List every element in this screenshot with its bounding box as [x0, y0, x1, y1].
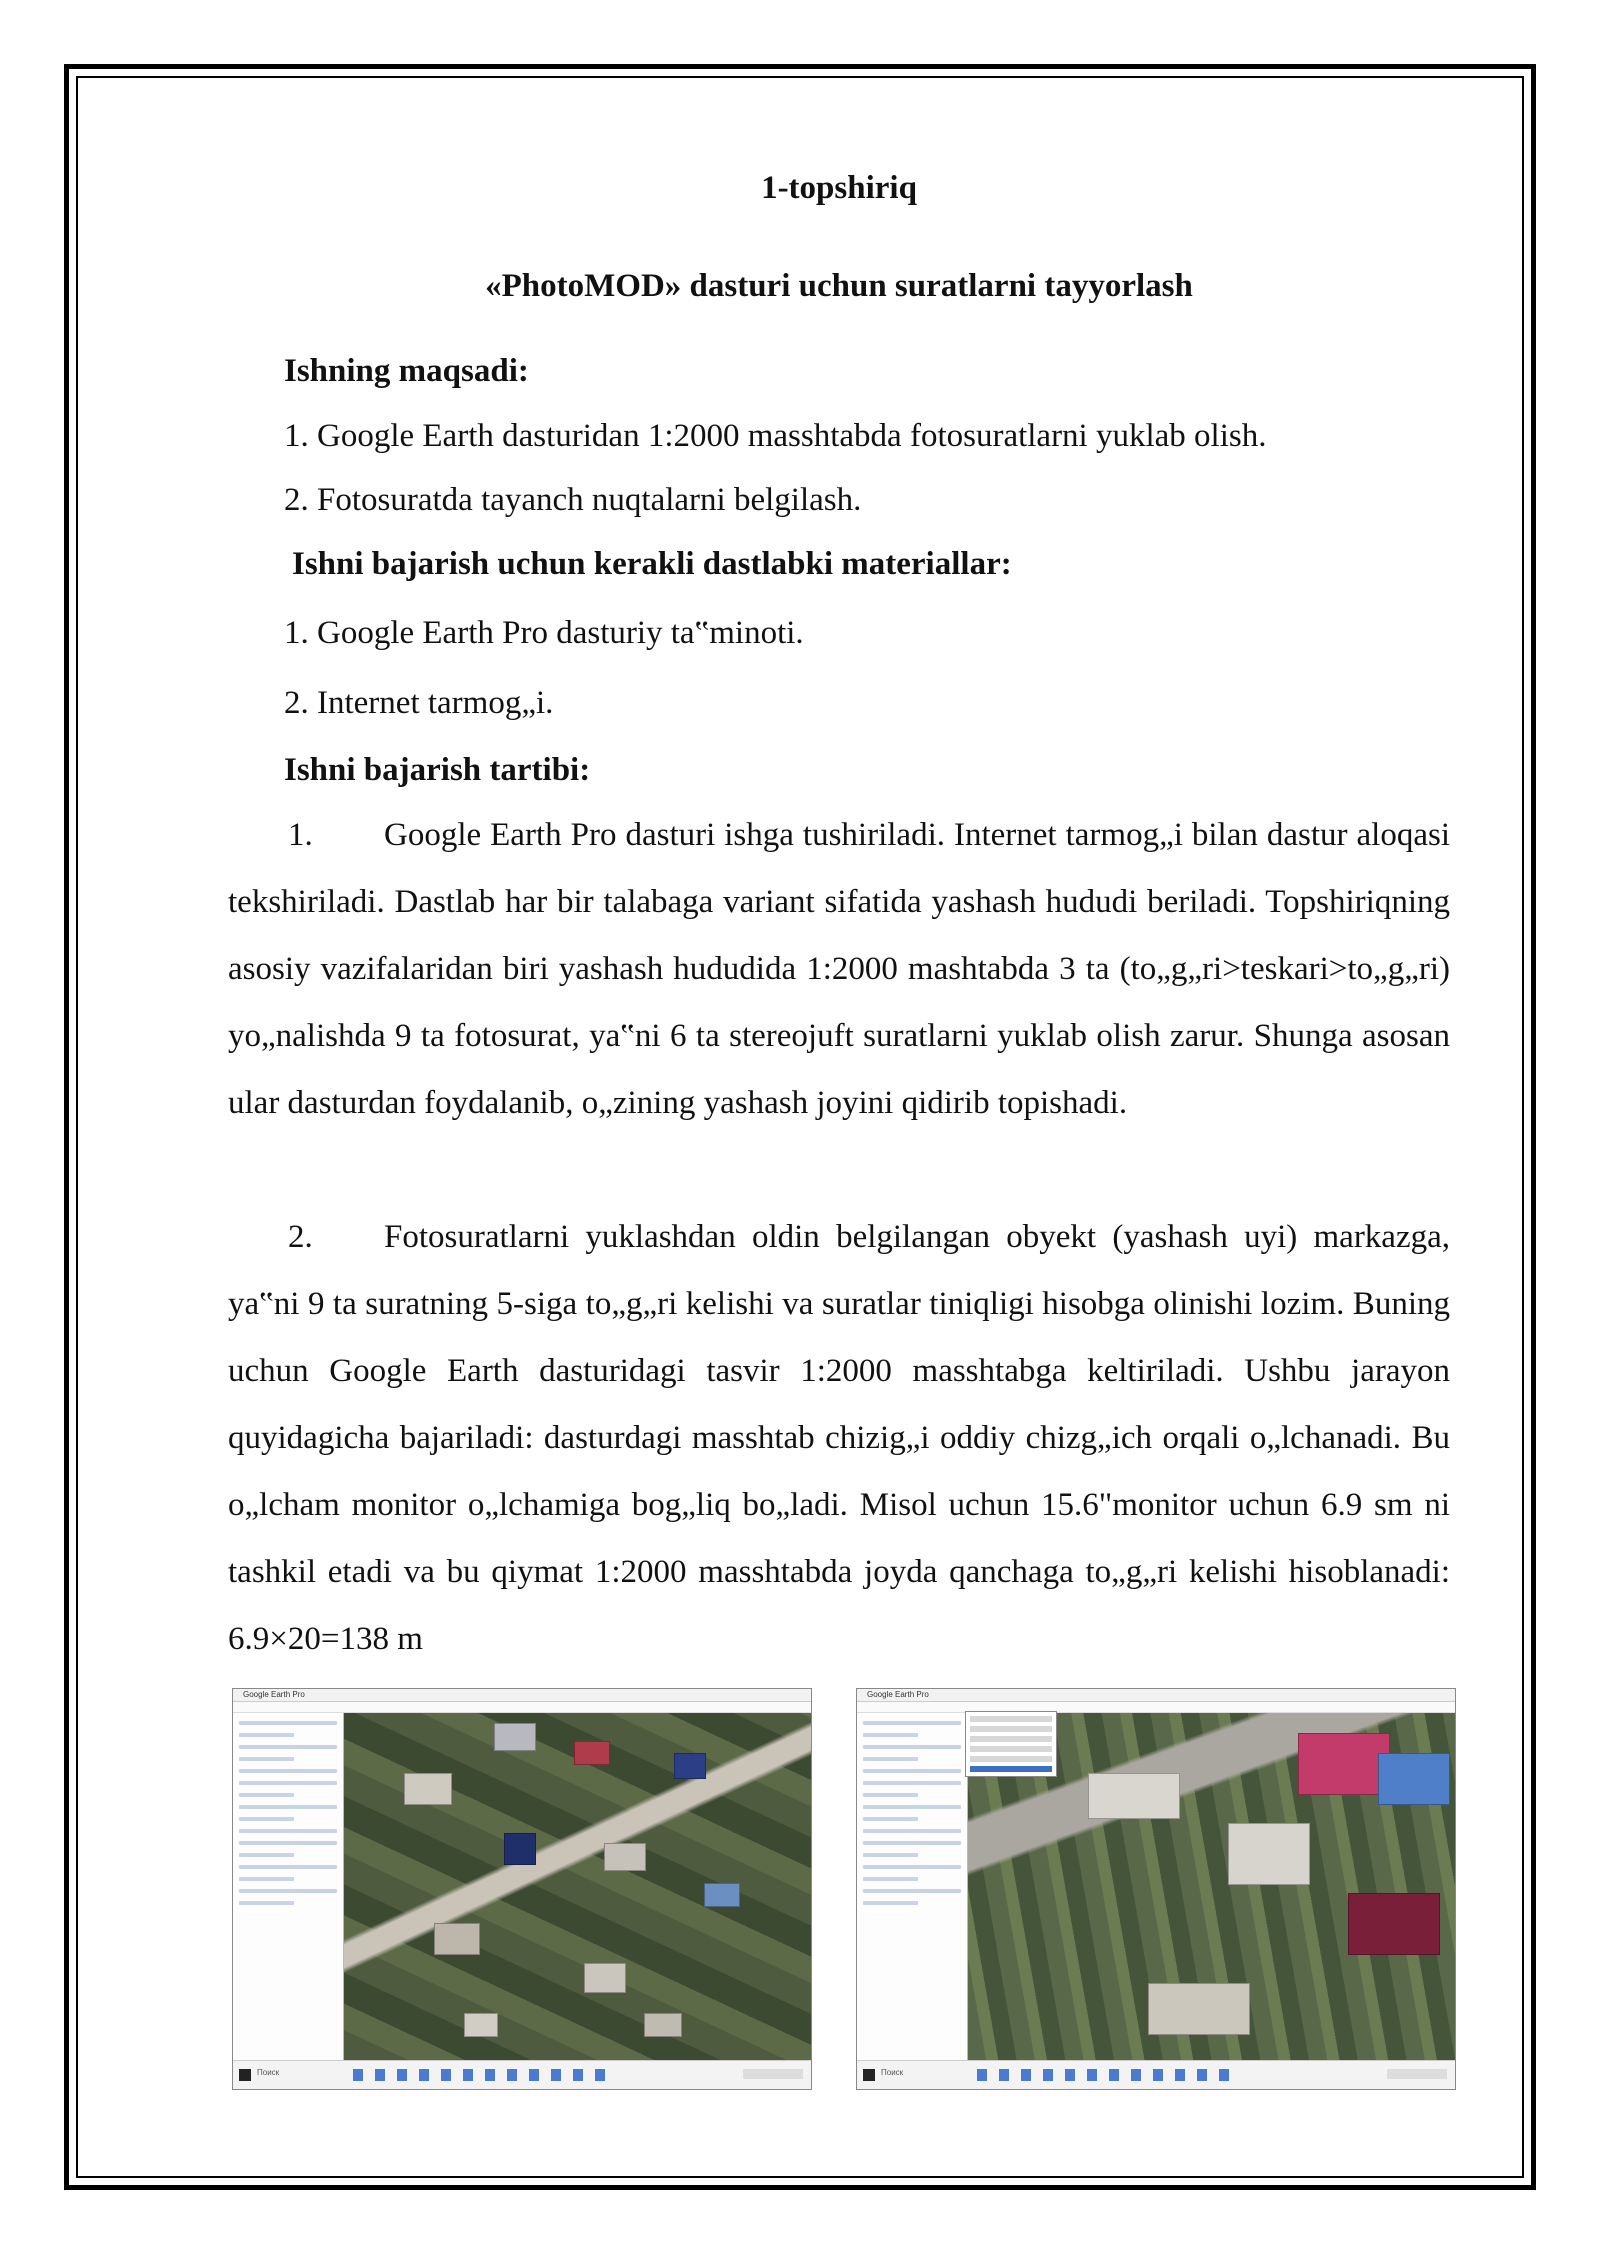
step-text: Google Earth Pro dasturi ishga tushiriladi. Internet tarmog„i bilan dastur aloqasi tekshiriladi. Dastlab har bir talabaga variant sifatida yashash hududi beriladi. Topshiriqning asosiy vazifalaridan biri yashash hududida 1:2000 mashtabda 3 ta (to„g„ri>teskari>to„g„ri) yo„nalishda 9 ta fotosurat, ya‟ni 6 ta stereojuft suratlarni yuklab olish zarur. Shunga asosan ular dasturdan foydalanib, o„zining yashash joyini qidirib topishadi. — [228, 817, 1450, 1121]
task-title: 1-topshiriq — [761, 170, 917, 206]
materials-item-2: 2. Internet tarmog„i. — [284, 685, 554, 721]
procedure-step-2 — [228, 1204, 1450, 1673]
satellite-map-view — [344, 1713, 811, 2061]
procedure-heading: Ishni bajarish tartibi: — [284, 752, 591, 788]
menu-bar — [233, 1702, 811, 1713]
procedure-step-1 — [228, 802, 1450, 1137]
system-tray — [1387, 2069, 1447, 2079]
purpose-heading: Ishning maqsadi: — [284, 353, 529, 389]
taskbar — [233, 2060, 811, 2089]
purpose-item-1: 1. Google Earth dasturidan 1:2000 masshtabda fotosuratlarni yuklab olish. — [284, 418, 1267, 454]
step-number: 1. — [288, 817, 313, 853]
system-tray — [743, 2069, 803, 2079]
windows-start-icon — [239, 2069, 251, 2081]
step-number: 2. — [288, 1219, 313, 1255]
google-earth-screenshot-2 — [856, 1688, 1456, 2090]
purpose-item-2: 2. Fotosuratda tayanch nuqtalarni belgilash. — [284, 482, 862, 518]
google-earth-screenshot-1 — [232, 1688, 812, 2090]
layer-dropdown — [965, 1711, 1057, 1777]
places-sidebar — [857, 1713, 968, 2061]
window-title: Google Earth Pro — [857, 1689, 1455, 1702]
task-subtitle: «PhotoMOD» dasturi uchun suratlarni tayyorlash — [485, 268, 1193, 304]
taskbar-search: Поиск — [257, 2068, 280, 2077]
places-sidebar — [233, 1713, 344, 2061]
step-text: Fotosuratlarni yuklashdan oldin belgilangan obyekt (yashash uyi) markazga, ya‟ni 9 ta suratning 5-siga to„g„ri kelishi va suratlar tiniqligi hisobga olinishi lozim. Buning uchun Google Earth dasturidagi tasvir 1:2000 masshtabga keltiriladi. Ushbu jarayon quyidagicha bajariladi: dasturdagi masshtab chizig„i oddiy chizg„ich orqali o„lchanadi. Bu o„lcham monitor o„lchamiga bog„liq bo„ladi. Misol uchun 15.6"monitor uchun 6.9 sm ni tashkil etadi va bu qiymat 1:2000 masshtabda joyda qanchaga to„g„ri kelishi hisoblanadi: 6.9×20=138 m — [228, 1219, 1450, 1657]
taskbar-apps — [977, 2069, 1237, 2081]
materials-item-1: 1. Google Earth Pro dasturiy ta‟minoti. — [284, 615, 804, 651]
taskbar-search: Поиск — [881, 2068, 904, 2077]
taskbar-apps — [353, 2069, 613, 2081]
window-title: Google Earth Pro — [233, 1689, 811, 1702]
windows-start-icon — [863, 2069, 875, 2081]
menu-bar — [857, 1702, 1455, 1713]
taskbar — [857, 2060, 1455, 2089]
materials-heading: Ishni bajarish uchun kerakli dastlabki materiallar: — [292, 546, 1012, 582]
